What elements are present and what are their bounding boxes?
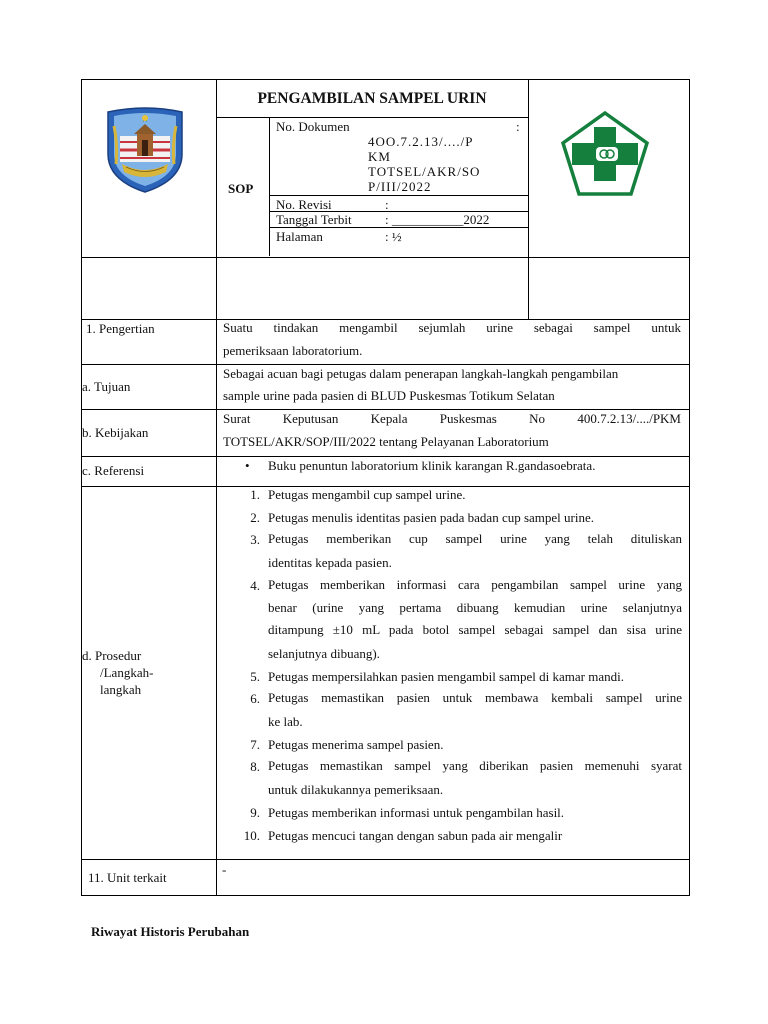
- puskesmas-logo: [560, 111, 650, 197]
- step-text-line: untuk dilakukannya pemeriksaan.: [268, 782, 444, 798]
- field-line-1: [269, 195, 528, 196]
- kebijakan-text-line: TOTSEL/AKR/SOP/III/2022 tentang Pelayanan Laboratorium: [223, 434, 549, 449]
- table-border-left: [81, 79, 82, 895]
- row-line-tujuan: [81, 364, 690, 365]
- referensi-label: c. Referensi: [82, 463, 145, 478]
- table-border-bottom: [81, 895, 690, 896]
- prosedur-label-line: /Langkah-: [100, 665, 154, 680]
- step-number: 7.: [250, 736, 260, 752]
- step-number: 5.: [250, 668, 260, 684]
- step-number: 2.: [250, 509, 260, 525]
- step-number: 10.: [243, 827, 260, 843]
- no-revisi-value: :: [385, 197, 389, 212]
- no-dokumen-value-line: 4OO.7.2.13/..../P: [368, 134, 474, 149]
- kebijakan-text-line: Surat Keputusan Kepala Puskesmas No 400.7.2.13/..../PKM: [223, 411, 681, 426]
- pengertian-text-line: pemeriksaan laboratorium.: [223, 343, 363, 358]
- step-text-line: Petugas menerima sampel pasien.: [268, 736, 444, 752]
- step-number: 1.: [250, 487, 260, 502]
- referensi-item: Buku penuntun laboratorium klinik karangan R.gandasoebrata.: [268, 458, 596, 473]
- tujuan-text-line: Sebagai acuan bagi petugas dalam penerapan langkah-langkah pengambilan: [223, 366, 619, 381]
- prosedur-label-line: langkah: [100, 682, 142, 697]
- row-line-unit: [81, 859, 690, 860]
- step-text-line: Petugas mencuci tangan dengan sabun pada air mengalir: [268, 827, 563, 843]
- step-text-line: ke lab.: [268, 714, 303, 729]
- step-text-line: Petugas mempersilahkan pasien mengambil sampel di kamar mandi.: [268, 668, 624, 684]
- step-text-line: Petugas memberikan informasi untuk pengambilan hasil.: [268, 804, 565, 820]
- step-number: 8.: [250, 759, 260, 775]
- step-text-line: Petugas memastikan pasien untuk membawa kembali sampel urine: [268, 690, 682, 706]
- unit-terkait-value: -: [222, 862, 227, 877]
- title-underline: [216, 117, 528, 118]
- kebijakan-label: b. Kebijakan: [82, 425, 149, 440]
- table-border-top: [81, 79, 690, 80]
- step-text-line: Petugas memberikan cup sampel urine yang telah dituliskan: [268, 531, 682, 547]
- pengertian-label: 1. Pengertian: [86, 321, 155, 336]
- no-dokumen-value-line: KM: [368, 149, 391, 164]
- unit-terkait-label: 11. Unit terkait: [88, 870, 167, 885]
- riwayat-historis-heading: Riwayat Historis Perubahan: [91, 924, 250, 939]
- document-title: PENGAMBILAN SAMPEL URIN: [257, 90, 487, 107]
- header-bottom-line: [81, 257, 690, 258]
- halaman-label: Halaman: [276, 229, 323, 244]
- header-divider-2: [528, 79, 529, 319]
- tanggal-terbit-value: : ___________2022: [385, 212, 490, 227]
- step-number: 4.: [250, 577, 260, 593]
- step-text-line: ditampung ±10 mL pada botol sampel sebagai sampel dan sisa urine: [268, 622, 682, 638]
- step-number: 9.: [250, 804, 260, 820]
- step-text-line: Petugas menulis identitas pasien pada badan cup sampel urine.: [268, 509, 594, 525]
- no-dokumen-value-line: P/III/2022: [368, 179, 432, 194]
- step-text-line: Petugas memberikan informasi cara pengambilan sampel urine yang: [268, 576, 682, 592]
- no-dokumen-label: No. Dokumen: [276, 119, 350, 134]
- halaman-value: : ½: [385, 229, 402, 244]
- step-text-line: Petugas memastikan sampel yang diberikan pasien memenuhi syarat: [268, 758, 682, 774]
- no-dokumen-value-line: TOTSEL/AKR/SO: [368, 164, 481, 179]
- no-revisi-label: No. Revisi: [276, 197, 332, 212]
- tujuan-text-line: sample urine pada pasien di BLUD Puskesmas Totikum Selatan: [223, 388, 555, 403]
- regional-emblem-logo: [104, 106, 186, 194]
- table-border-right: [689, 79, 690, 895]
- field-line-3: [269, 227, 528, 228]
- step-number: 6.: [250, 691, 260, 707]
- tanggal-terbit-label: Tanggal Terbit: [276, 212, 352, 227]
- referensi-bullet: •: [245, 458, 250, 473]
- step-number: 3.: [250, 532, 260, 548]
- step-text-line: selanjutnya dibuang).: [268, 645, 380, 661]
- pengertian-text-line: Suatu tindakan mengambil sejumlah urine sebagai sampel untuk: [223, 320, 681, 335]
- header-sop-divider: [269, 117, 270, 256]
- header-divider-1: [216, 79, 217, 895]
- step-text-line: identitas kepada pasien.: [268, 555, 392, 571]
- no-dokumen-colon: :: [516, 119, 520, 134]
- sop-label: SOP: [228, 181, 254, 196]
- prosedur-label-line: d. Prosedur: [82, 648, 142, 663]
- step-text-line: benar (urine yang pertama dibuang kemudian urine selanjutnya: [268, 599, 682, 615]
- row-line-referensi: [81, 456, 690, 457]
- step-text-line: Petugas mengambil cup sampel urine.: [268, 487, 466, 502]
- tujuan-label: a. Tujuan: [82, 379, 131, 394]
